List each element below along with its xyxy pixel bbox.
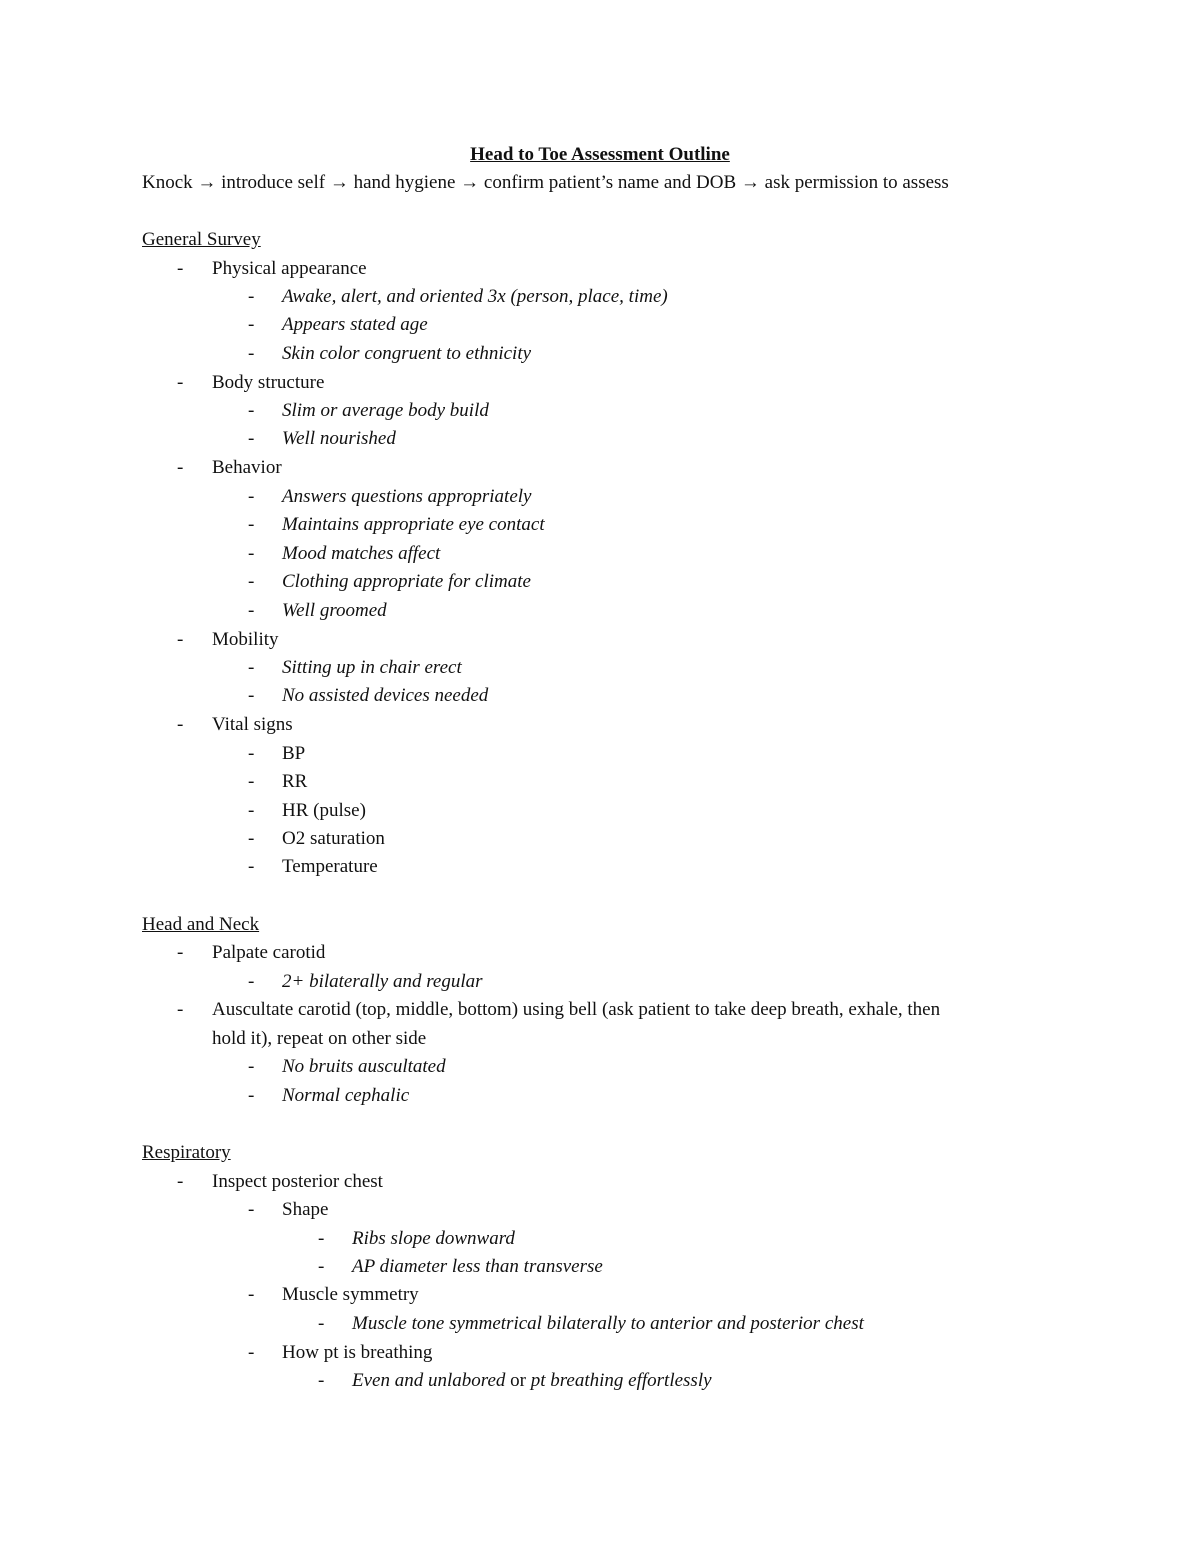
- sub-item: Sitting up in chair erect: [282, 657, 462, 678]
- sub-item-shape: Shape: [282, 1199, 329, 1220]
- breathing-even: Even and unlabored: [352, 1370, 506, 1391]
- bullet-dash: -: [177, 258, 184, 279]
- bullet-dash: -: [248, 856, 255, 877]
- sub-sub-item: Muscle tone symmetrical bilaterally to anterior and posterior chest: [352, 1313, 864, 1334]
- item-physical-appearance: Physical appearance: [212, 258, 367, 279]
- breathing-or: or: [505, 1370, 531, 1391]
- bullet-dash: -: [248, 685, 255, 706]
- bullet-dash: -: [318, 1370, 325, 1391]
- sub-sub-item: AP diameter less than transverse: [352, 1256, 603, 1277]
- bullet-dash: -: [177, 629, 184, 650]
- bullet-dash: -: [177, 372, 184, 393]
- sub-item: O2 saturation: [282, 828, 385, 849]
- bullet-dash: -: [248, 971, 255, 992]
- bullet-dash: -: [318, 1256, 325, 1277]
- bullet-dash: -: [248, 314, 255, 335]
- sub-item-muscle-symmetry: Muscle symmetry: [282, 1284, 419, 1305]
- bullet-dash: -: [248, 800, 255, 821]
- sub-item: BP: [282, 743, 306, 764]
- bullet-dash: -: [248, 428, 255, 449]
- bullet-dash: -: [248, 1199, 255, 1220]
- bullet-dash: -: [248, 486, 255, 507]
- sub-sub-item: Ribs slope downward: [352, 1228, 515, 1249]
- section-heading-general-survey: General Survey: [142, 229, 261, 250]
- sub-item: Clothing appropriate for climate: [282, 571, 531, 592]
- section-heading-respiratory: Respiratory: [142, 1142, 231, 1163]
- item-palpate-carotid: Palpate carotid: [212, 942, 326, 963]
- sub-item: Awake, alert, and oriented 3x (person, place, time): [282, 286, 668, 307]
- bullet-dash: -: [248, 828, 255, 849]
- bullet-dash: -: [177, 999, 184, 1020]
- bullet-dash: -: [248, 743, 255, 764]
- section-heading-head-neck: Head and Neck: [142, 914, 260, 935]
- bullet-dash: -: [248, 1342, 255, 1363]
- page-title: Head to Toe Assessment Outline: [470, 144, 730, 165]
- bullet-dash: -: [177, 457, 184, 478]
- sub-item: Well nourished: [282, 428, 396, 449]
- sub-sub-item-breathing: [352, 1367, 712, 1395]
- bullet-dash: -: [318, 1228, 325, 1249]
- bullet-dash: -: [248, 1284, 255, 1305]
- bullet-dash: -: [248, 1085, 255, 1106]
- item-inspect-posterior-chest: Inspect posterior chest: [212, 1171, 383, 1192]
- intro-line: Knock → introduce self → hand hygiene → confirm patient’s name and DOB → ask permission to assess: [142, 172, 949, 193]
- bullet-dash: -: [318, 1313, 325, 1334]
- sub-item: Appears stated age: [282, 314, 428, 335]
- sub-item: No bruits auscultated: [282, 1056, 446, 1077]
- sub-item: Well groomed: [282, 600, 387, 621]
- item-auscultate-carotid: Auscultate carotid (top, middle, bottom) using bell (ask patient to take deep breath, exhale, then: [212, 999, 941, 1020]
- sub-item: No assisted devices needed: [282, 685, 489, 706]
- sub-item: HR (pulse): [282, 800, 366, 821]
- bullet-dash: -: [248, 657, 255, 678]
- sub-item-breathing: How pt is breathing: [282, 1342, 433, 1363]
- sub-item: Answers questions appropriately: [282, 486, 532, 507]
- sub-item: Temperature: [282, 856, 378, 877]
- bullet-dash: -: [248, 543, 255, 564]
- sub-item: 2+ bilaterally and regular: [282, 971, 483, 992]
- bullet-dash: -: [248, 571, 255, 592]
- item-behavior: Behavior: [212, 457, 282, 478]
- sub-item: Skin color congruent to ethnicity: [282, 343, 532, 364]
- sub-item: Mood matches affect: [282, 543, 441, 564]
- item-body-structure: Body structure: [212, 372, 325, 393]
- bullet-dash: -: [177, 1171, 184, 1192]
- bullet-dash: -: [248, 343, 255, 364]
- item-vital-signs: Vital signs: [212, 714, 293, 735]
- bullet-dash: -: [248, 1056, 255, 1077]
- bullet-dash: -: [248, 771, 255, 792]
- bullet-dash: -: [248, 514, 255, 535]
- item-auscultate-carotid-cont: hold it), repeat on other side: [212, 1028, 427, 1049]
- item-mobility: Mobility: [212, 629, 279, 650]
- sub-item: Normal cephalic: [282, 1085, 410, 1106]
- sub-item: Maintains appropriate eye contact: [282, 514, 545, 535]
- breathing-effortless: pt breathing effortlessly: [530, 1370, 712, 1391]
- bullet-dash: -: [248, 286, 255, 307]
- sub-item: RR: [282, 771, 308, 792]
- bullet-dash: -: [177, 714, 184, 735]
- bullet-dash: -: [248, 400, 255, 421]
- sub-item: Slim or average body build: [282, 400, 489, 421]
- bullet-dash: -: [177, 942, 184, 963]
- bullet-dash: -: [248, 600, 255, 621]
